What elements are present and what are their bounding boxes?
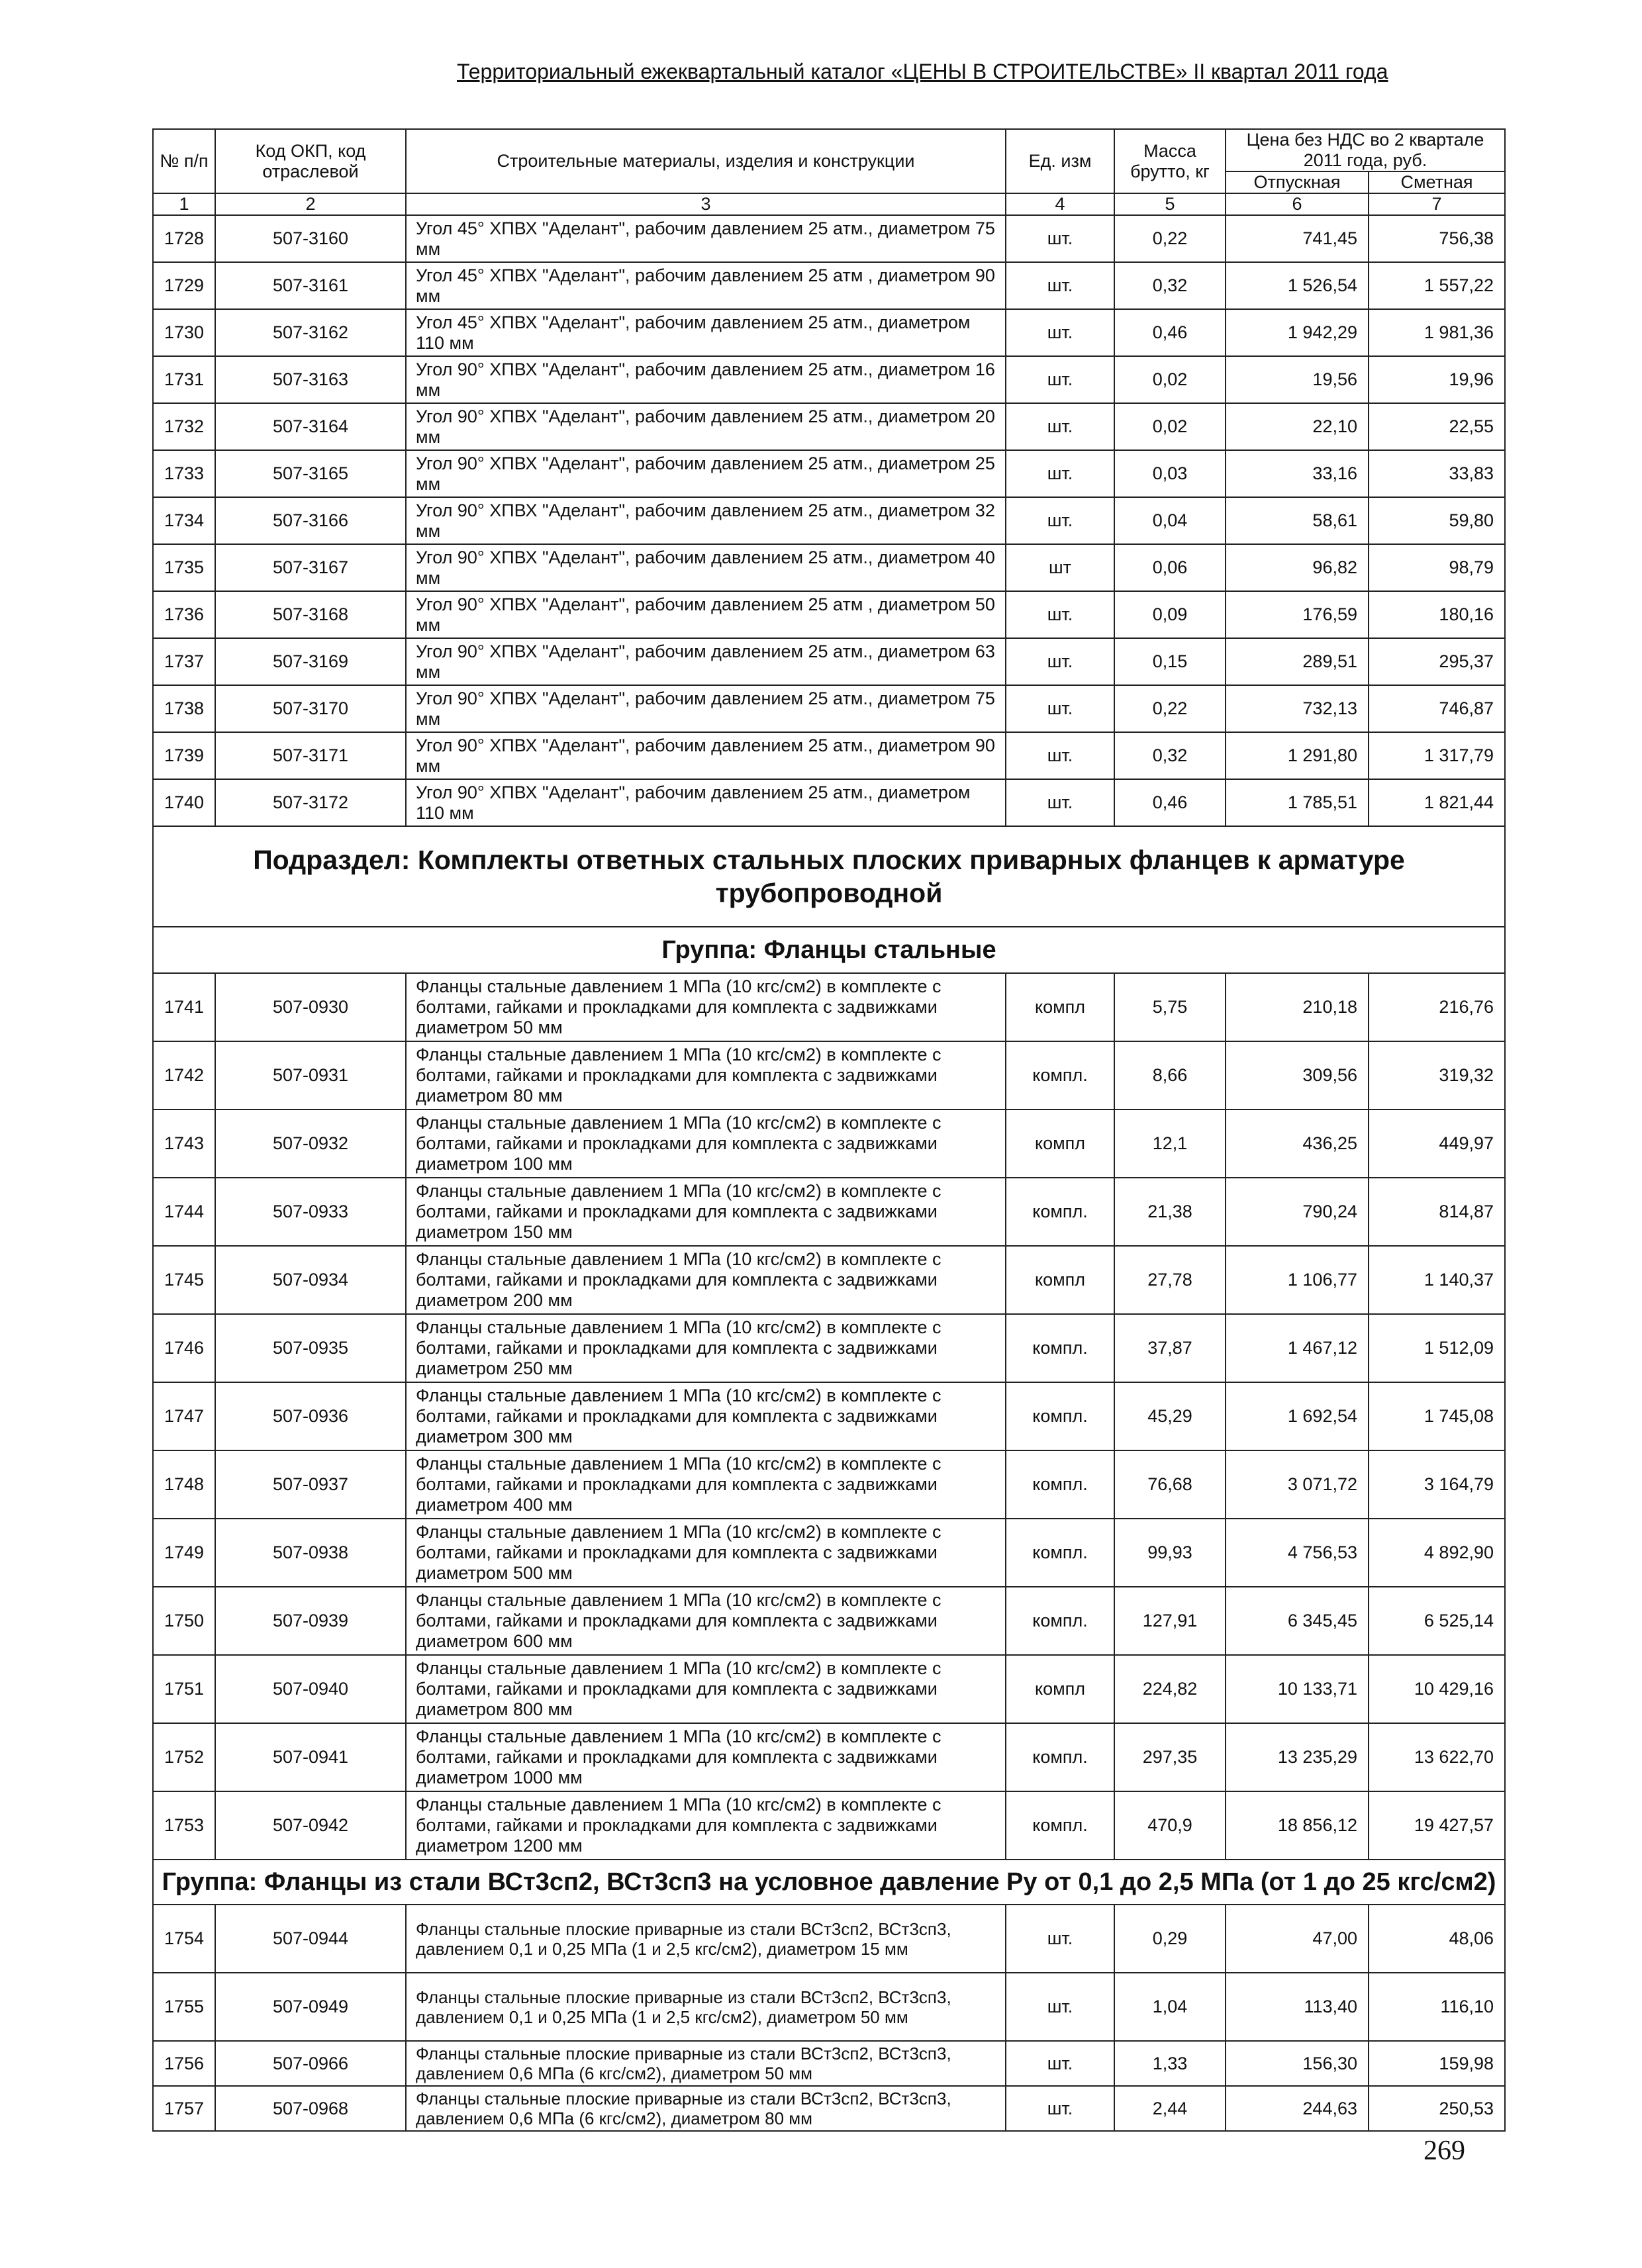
column-number: 5	[1114, 193, 1226, 215]
row-retail-price: 4 756,53	[1226, 1519, 1369, 1587]
row-unit: шт.	[1006, 685, 1114, 732]
row-retail-price: 289,51	[1226, 638, 1369, 685]
row-retail-price: 244,63	[1226, 2086, 1369, 2131]
row-unit: шт.	[1006, 497, 1114, 544]
row-unit: шт.	[1006, 1905, 1114, 1973]
row-unit: шт.	[1006, 309, 1114, 356]
table-row	[153, 732, 1505, 779]
column-number: 2	[215, 193, 406, 215]
header-mass: Масса брутто, кг	[1114, 129, 1226, 193]
row-estimate-price: 19 427,57	[1369, 1791, 1505, 1860]
row-retail-price: 1 526,54	[1226, 262, 1369, 309]
row-retail-price: 113,40	[1226, 1973, 1369, 2041]
row-number: 1751	[153, 1655, 215, 1723]
row-retail-price: 58,61	[1226, 497, 1369, 544]
row-description: Фланцы стальные давлением 1 МПа (10 кгс/см2) в комплекте с болтами, гайками и прокладками для комплекта с задвижками диаметром 100 мм	[406, 1110, 1006, 1178]
row-description: Фланцы стальные давлением 1 МПа (10 кгс/см2) в комплекте с болтами, гайками и прокладками для комплекта с задвижками диаметром 600 мм	[406, 1587, 1006, 1655]
row-description: Угол 90° ХПВХ "Аделант", рабочим давлением 25 атм., диаметром 63 мм	[406, 638, 1006, 685]
row-unit: шт.	[1006, 732, 1114, 779]
row-unit: компл.	[1006, 1450, 1114, 1519]
row-retail-price: 3 071,72	[1226, 1450, 1369, 1519]
price-table	[152, 128, 1506, 2132]
row-description: Угол 90° ХПВХ "Аделант", рабочим давлением 25 атм , диаметром 50 мм	[406, 591, 1006, 638]
row-number: 1757	[153, 2086, 215, 2131]
row-retail-price: 47,00	[1226, 1905, 1369, 1973]
row-code: 507-0938	[215, 1519, 406, 1587]
table-row	[153, 1723, 1505, 1791]
row-number: 1749	[153, 1519, 215, 1587]
header-retail: Отпускная	[1226, 171, 1369, 193]
row-estimate-price: 1 557,22	[1369, 262, 1505, 309]
row-code: 507-3171	[215, 732, 406, 779]
row-description: Угол 90° ХПВХ "Аделант", рабочим давлением 25 атм., диаметром 90 мм	[406, 732, 1006, 779]
row-unit: компл.	[1006, 1587, 1114, 1655]
table-row	[153, 309, 1505, 356]
row-mass: 224,82	[1114, 1655, 1226, 1723]
table-row	[153, 1110, 1505, 1178]
row-number: 1728	[153, 215, 215, 262]
row-retail-price: 741,45	[1226, 215, 1369, 262]
row-mass: 297,35	[1114, 1723, 1226, 1791]
row-mass: 1,33	[1114, 2041, 1226, 2086]
row-description: Фланцы стальные давлением 1 МПа (10 кгс/см2) в комплекте с болтами, гайками и прокладками для комплекта с задвижками диаметром 80 мм	[406, 1041, 1006, 1110]
row-retail-price: 156,30	[1226, 2041, 1369, 2086]
row-estimate-price: 33,83	[1369, 450, 1505, 497]
row-number: 1753	[153, 1791, 215, 1860]
row-estimate-price: 180,16	[1369, 591, 1505, 638]
row-retail-price: 176,59	[1226, 591, 1369, 638]
table-row	[153, 685, 1505, 732]
row-unit: шт.	[1006, 262, 1114, 309]
row-description: Фланцы стальные давлением 1 МПа (10 кгс/см2) в комплекте с болтами, гайками и прокладками для комплекта с задвижками диаметром 300 мм	[406, 1382, 1006, 1450]
row-estimate-price: 1 512,09	[1369, 1314, 1505, 1382]
row-code: 507-3167	[215, 544, 406, 591]
table-row	[153, 973, 1505, 1041]
row-description: Фланцы стальные давлением 1 МПа (10 кгс/см2) в комплекте с болтами, гайками и прокладками для комплекта с задвижками диаметром 1000 мм	[406, 1723, 1006, 1791]
row-code: 507-3160	[215, 215, 406, 262]
table-row	[153, 1655, 1505, 1723]
row-code: 507-0949	[215, 1973, 406, 2041]
row-code: 507-3164	[215, 403, 406, 450]
group-title-row	[153, 927, 1505, 973]
table-row	[153, 1587, 1505, 1655]
table-row	[153, 1905, 1505, 1973]
row-description: Угол 90° ХПВХ "Аделант", рабочим давлением 25 атм., диаметром 32 мм	[406, 497, 1006, 544]
header-name: Строительные материалы, изделия и конструкции	[406, 129, 1006, 193]
row-estimate-price: 756,38	[1369, 215, 1505, 262]
row-estimate-price: 116,10	[1369, 1973, 1505, 2041]
row-unit: шт.	[1006, 403, 1114, 450]
row-unit: шт.	[1006, 215, 1114, 262]
row-estimate-price: 13 622,70	[1369, 1723, 1505, 1791]
row-unit: компл.	[1006, 1723, 1114, 1791]
group-title: Группа: Фланцы из стали ВСт3сп2, ВСт3сп3 на условное давление Ру от 0,1 до 2,5 МПа (от 1 до 25 кгс/см2)	[153, 1860, 1505, 1905]
row-code: 507-0937	[215, 1450, 406, 1519]
table-row	[153, 215, 1505, 262]
row-number: 1739	[153, 732, 215, 779]
row-unit: компл	[1006, 1655, 1114, 1723]
row-estimate-price: 22,55	[1369, 403, 1505, 450]
column-number: 1	[153, 193, 215, 215]
row-retail-price: 1 785,51	[1226, 779, 1369, 826]
row-unit: шт.	[1006, 356, 1114, 403]
row-unit: компл.	[1006, 1314, 1114, 1382]
row-mass: 37,87	[1114, 1314, 1226, 1382]
row-mass: 21,38	[1114, 1178, 1226, 1246]
row-code: 507-3168	[215, 591, 406, 638]
row-number: 1752	[153, 1723, 215, 1791]
row-code: 507-0968	[215, 2086, 406, 2131]
row-estimate-price: 295,37	[1369, 638, 1505, 685]
row-retail-price: 10 133,71	[1226, 1655, 1369, 1723]
table-row	[153, 1450, 1505, 1519]
row-retail-price: 210,18	[1226, 973, 1369, 1041]
row-code: 507-0932	[215, 1110, 406, 1178]
page-number: 269	[1424, 2136, 1465, 2166]
row-mass: 5,75	[1114, 973, 1226, 1041]
row-estimate-price: 449,97	[1369, 1110, 1505, 1178]
row-description: Фланцы стальные давлением 1 МПа (10 кгс/см2) в комплекте с болтами, гайками и прокладками для комплекта с задвижками диаметром 800 мм	[406, 1655, 1006, 1723]
table-row	[153, 1314, 1505, 1382]
row-description: Фланцы стальные давлением 1 МПа (10 кгс/см2) в комплекте с болтами, гайками и прокладками для комплекта с задвижками диаметром 200 мм	[406, 1246, 1006, 1314]
group-title: Группа: Фланцы стальные	[153, 927, 1505, 973]
row-description: Фланцы стальные давлением 1 МПа (10 кгс/см2) в комплекте с болтами, гайками и прокладками для комплекта с задвижками диаметром 150 мм	[406, 1178, 1006, 1246]
row-description: Фланцы стальные плоские приварные из стали ВСт3сп2, ВСт3сп3, давлением 0,1 и 0,25 МПа (1 и 2,5 кгс/см2), диаметром 50 мм	[406, 1973, 1006, 2041]
row-number: 1730	[153, 309, 215, 356]
row-code: 507-3162	[215, 309, 406, 356]
column-number: 7	[1369, 193, 1505, 215]
row-number: 1748	[153, 1450, 215, 1519]
row-mass: 0,46	[1114, 779, 1226, 826]
row-unit: шт.	[1006, 2041, 1114, 2086]
row-code: 507-0944	[215, 1905, 406, 1973]
row-mass: 470,9	[1114, 1791, 1226, 1860]
row-number: 1742	[153, 1041, 215, 1110]
row-number: 1735	[153, 544, 215, 591]
row-mass: 76,68	[1114, 1450, 1226, 1519]
row-code: 507-0930	[215, 973, 406, 1041]
row-mass: 27,78	[1114, 1246, 1226, 1314]
row-description: Фланцы стальные давлением 1 МПа (10 кгс/см2) в комплекте с болтами, гайками и прокладками для комплекта с задвижками диаметром 400 мм	[406, 1450, 1006, 1519]
table-row	[153, 1041, 1505, 1110]
row-mass: 0,15	[1114, 638, 1226, 685]
subsection-title: Подраздел: Комплекты ответных стальных плоских приварных фланцев к арматуре трубопроводной	[153, 826, 1505, 927]
header-price: Цена без НДС во 2 квартале 2011 года, руб.	[1226, 129, 1505, 171]
row-number: 1738	[153, 685, 215, 732]
row-description: Фланцы стальные плоские приварные из стали ВСт3сп2, ВСт3сп3, давлением 0,6 МПа (6 кгс/см2), диаметром 50 мм	[406, 2041, 1006, 2086]
row-code: 507-0966	[215, 2041, 406, 2086]
row-code: 507-0940	[215, 1655, 406, 1723]
row-code: 507-0936	[215, 1382, 406, 1450]
row-unit: шт.	[1006, 638, 1114, 685]
row-retail-price: 1 942,29	[1226, 309, 1369, 356]
row-unit: шт.	[1006, 591, 1114, 638]
row-description: Фланцы стальные давлением 1 МПа (10 кгс/см2) в комплекте с болтами, гайками и прокладками для комплекта с задвижками диаметром 500 мм	[406, 1519, 1006, 1587]
table-row	[153, 2041, 1505, 2086]
group-title-row	[153, 1860, 1505, 1905]
row-estimate-price: 1 317,79	[1369, 732, 1505, 779]
header-num: № п/п	[153, 129, 215, 193]
table-row	[153, 1519, 1505, 1587]
page-header-title: Территориальный ежеквартальный каталог «ЦЕНЫ В СТРОИТЕЛЬСТВЕ» II квартал 2011 года	[457, 60, 1388, 83]
subsection-title-row	[153, 826, 1505, 927]
row-unit: шт	[1006, 544, 1114, 591]
row-unit: компл.	[1006, 1519, 1114, 1587]
row-estimate-price: 48,06	[1369, 1905, 1505, 1973]
row-retail-price: 436,25	[1226, 1110, 1369, 1178]
row-estimate-price: 1 821,44	[1369, 779, 1505, 826]
row-number: 1744	[153, 1178, 215, 1246]
row-mass: 0,22	[1114, 685, 1226, 732]
row-number: 1734	[153, 497, 215, 544]
row-retail-price: 18 856,12	[1226, 1791, 1369, 1860]
row-code: 507-0931	[215, 1041, 406, 1110]
row-code: 507-3170	[215, 685, 406, 732]
row-unit: шт.	[1006, 779, 1114, 826]
row-code: 507-0935	[215, 1314, 406, 1382]
row-unit: компл.	[1006, 1382, 1114, 1450]
row-description: Угол 45° ХПВХ "Аделант", рабочим давлением 25 атм., диаметром 75 мм	[406, 215, 1006, 262]
row-description: Угол 90° ХПВХ "Аделант", рабочим давлением 25 атм., диаметром 25 мм	[406, 450, 1006, 497]
row-mass: 0,32	[1114, 262, 1226, 309]
row-mass: 127,91	[1114, 1587, 1226, 1655]
row-mass: 12,1	[1114, 1110, 1226, 1178]
row-estimate-price: 10 429,16	[1369, 1655, 1505, 1723]
row-number: 1741	[153, 973, 215, 1041]
row-mass: 99,93	[1114, 1519, 1226, 1587]
row-estimate-price: 319,32	[1369, 1041, 1505, 1110]
row-code: 507-3161	[215, 262, 406, 309]
row-estimate-price: 4 892,90	[1369, 1519, 1505, 1587]
table-row	[153, 403, 1505, 450]
row-description: Фланцы стальные плоские приварные из стали ВСт3сп2, ВСт3сп3, давлением 0,6 МПа (6 кгс/см2), диаметром 80 мм	[406, 2086, 1006, 2131]
row-code: 507-0933	[215, 1178, 406, 1246]
row-code: 507-0941	[215, 1723, 406, 1791]
row-estimate-price: 59,80	[1369, 497, 1505, 544]
row-mass: 1,04	[1114, 1973, 1226, 2041]
row-mass: 8,66	[1114, 1041, 1226, 1110]
column-number: 3	[406, 193, 1006, 215]
row-number: 1729	[153, 262, 215, 309]
row-retail-price: 1 106,77	[1226, 1246, 1369, 1314]
row-number: 1756	[153, 2041, 215, 2086]
row-description: Угол 90° ХПВХ "Аделант", рабочим давлением 25 атм., диаметром 40 мм	[406, 544, 1006, 591]
row-description: Угол 90° ХПВХ "Аделант", рабочим давлением 25 атм., диаметром 20 мм	[406, 403, 1006, 450]
row-code: 507-3169	[215, 638, 406, 685]
table-row	[153, 1791, 1505, 1860]
row-mass: 0,04	[1114, 497, 1226, 544]
row-number: 1732	[153, 403, 215, 450]
row-estimate-price: 19,96	[1369, 356, 1505, 403]
row-retail-price: 1 692,54	[1226, 1382, 1369, 1450]
row-unit: компл	[1006, 1246, 1114, 1314]
row-estimate-price: 98,79	[1369, 544, 1505, 591]
row-unit: компл	[1006, 1110, 1114, 1178]
row-code: 507-0942	[215, 1791, 406, 1860]
row-description: Фланцы стальные давлением 1 МПа (10 кгс/см2) в комплекте с болтами, гайками и прокладками для комплекта с задвижками диаметром 1200 мм	[406, 1791, 1006, 1860]
column-number: 6	[1226, 193, 1369, 215]
row-number: 1733	[153, 450, 215, 497]
row-unit: компл.	[1006, 1178, 1114, 1246]
row-number: 1737	[153, 638, 215, 685]
row-estimate-price: 159,98	[1369, 2041, 1505, 2086]
row-number: 1740	[153, 779, 215, 826]
row-estimate-price: 1 140,37	[1369, 1246, 1505, 1314]
table-row	[153, 356, 1505, 403]
row-unit: компл.	[1006, 1041, 1114, 1110]
row-retail-price: 22,10	[1226, 403, 1369, 450]
row-mass: 0,03	[1114, 450, 1226, 497]
table-row	[153, 638, 1505, 685]
row-number: 1746	[153, 1314, 215, 1382]
row-estimate-price: 746,87	[1369, 685, 1505, 732]
row-code: 507-3166	[215, 497, 406, 544]
column-number: 4	[1006, 193, 1114, 215]
row-number: 1731	[153, 356, 215, 403]
row-description: Угол 45° ХПВХ "Аделант", рабочим давлением 25 атм., диаметром 110 мм	[406, 309, 1006, 356]
row-number: 1754	[153, 1905, 215, 1973]
header-code: Код ОКП, код отраслевой	[215, 129, 406, 193]
row-retail-price: 19,56	[1226, 356, 1369, 403]
table-row	[153, 1246, 1505, 1314]
row-mass: 0,29	[1114, 1905, 1226, 1973]
row-mass: 0,46	[1114, 309, 1226, 356]
header-row-1	[153, 129, 1505, 171]
row-retail-price: 13 235,29	[1226, 1723, 1369, 1791]
table-row	[153, 262, 1505, 309]
row-mass: 2,44	[1114, 2086, 1226, 2131]
row-description: Фланцы стальные давлением 1 МПа (10 кгс/см2) в комплекте с болтами, гайками и прокладками для комплекта с задвижками диаметром 50 мм	[406, 973, 1006, 1041]
row-description: Фланцы стальные давлением 1 МПа (10 кгс/см2) в комплекте с болтами, гайками и прокладками для комплекта с задвижками диаметром 250 мм	[406, 1314, 1006, 1382]
row-number: 1747	[153, 1382, 215, 1450]
table-row	[153, 497, 1505, 544]
row-retail-price: 1 467,12	[1226, 1314, 1369, 1382]
table-row	[153, 591, 1505, 638]
row-mass: 45,29	[1114, 1382, 1226, 1450]
row-estimate-price: 250,53	[1369, 2086, 1505, 2131]
row-mass: 0,02	[1114, 356, 1226, 403]
row-retail-price: 33,16	[1226, 450, 1369, 497]
row-code: 507-0934	[215, 1246, 406, 1314]
row-retail-price: 309,56	[1226, 1041, 1369, 1110]
row-unit: компл.	[1006, 1791, 1114, 1860]
row-unit: компл	[1006, 973, 1114, 1041]
row-code: 507-3165	[215, 450, 406, 497]
row-code: 507-0939	[215, 1587, 406, 1655]
table-row	[153, 2086, 1505, 2131]
row-description: Угол 90° ХПВХ "Аделант", рабочим давлением 25 атм., диаметром 16 мм	[406, 356, 1006, 403]
row-unit: шт.	[1006, 2086, 1114, 2131]
row-unit: шт.	[1006, 450, 1114, 497]
row-retail-price: 732,13	[1226, 685, 1369, 732]
table-row	[153, 1178, 1505, 1246]
row-retail-price: 6 345,45	[1226, 1587, 1369, 1655]
row-description: Угол 90° ХПВХ "Аделант", рабочим давлением 25 атм., диаметром 75 мм	[406, 685, 1006, 732]
row-retail-price: 1 291,80	[1226, 732, 1369, 779]
row-description: Угол 90° ХПВХ "Аделант", рабочим давлением 25 атм., диаметром 110 мм	[406, 779, 1006, 826]
row-description: Угол 45° ХПВХ "Аделант", рабочим давлением 25 атм , диаметром 90 мм	[406, 262, 1006, 309]
header-unit: Ед. изм	[1006, 129, 1114, 193]
table-row	[153, 1382, 1505, 1450]
row-mass: 0,06	[1114, 544, 1226, 591]
row-retail-price: 790,24	[1226, 1178, 1369, 1246]
row-estimate-price: 814,87	[1369, 1178, 1505, 1246]
row-code: 507-3172	[215, 779, 406, 826]
row-mass: 0,32	[1114, 732, 1226, 779]
row-number: 1743	[153, 1110, 215, 1178]
row-mass: 0,02	[1114, 403, 1226, 450]
row-estimate-price: 3 164,79	[1369, 1450, 1505, 1519]
row-unit: шт.	[1006, 1973, 1114, 2041]
row-retail-price: 96,82	[1226, 544, 1369, 591]
row-estimate-price: 1 981,36	[1369, 309, 1505, 356]
row-number: 1750	[153, 1587, 215, 1655]
row-code: 507-3163	[215, 356, 406, 403]
row-number: 1755	[153, 1973, 215, 2041]
table-row	[153, 779, 1505, 826]
row-mass: 0,09	[1114, 591, 1226, 638]
row-description: Фланцы стальные плоские приварные из стали ВСт3сп2, ВСт3сп3, давлением 0,1 и 0,25 МПа (1 и 2,5 кгс/см2), диаметром 15 мм	[406, 1905, 1006, 1973]
row-mass: 0,22	[1114, 215, 1226, 262]
table-row	[153, 450, 1505, 497]
row-number: 1736	[153, 591, 215, 638]
row-number: 1745	[153, 1246, 215, 1314]
table-row	[153, 544, 1505, 591]
row-estimate-price: 6 525,14	[1369, 1587, 1505, 1655]
row-estimate-price: 216,76	[1369, 973, 1505, 1041]
header-estimate: Сметная	[1369, 171, 1505, 193]
column-number-row	[153, 193, 1505, 215]
table-row	[153, 1973, 1505, 2041]
row-estimate-price: 1 745,08	[1369, 1382, 1505, 1450]
